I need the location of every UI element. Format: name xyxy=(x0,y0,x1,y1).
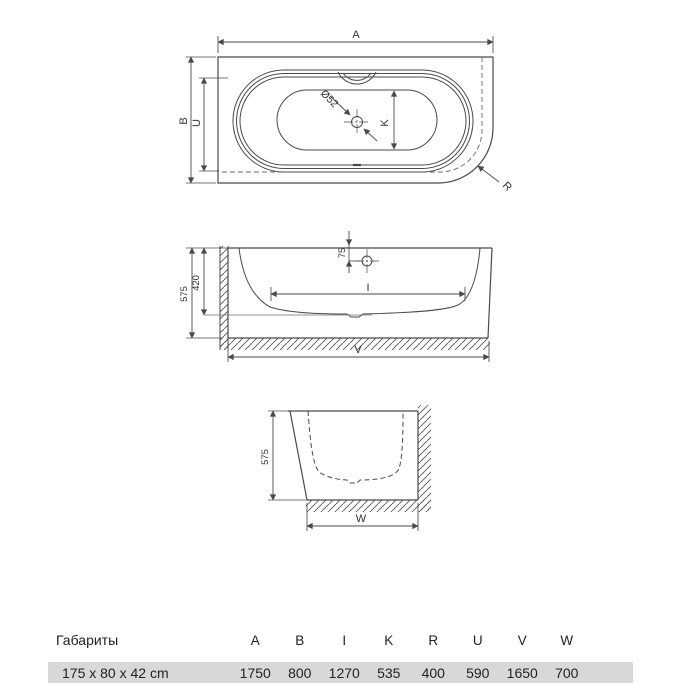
value-a: 1750 xyxy=(239,664,271,681)
side-basin-profile xyxy=(239,248,480,317)
value-v: 1650 xyxy=(506,664,538,681)
column-header-u: U xyxy=(472,632,483,648)
side-view xyxy=(179,231,492,362)
dim-a xyxy=(218,29,493,53)
value-u: 590 xyxy=(466,664,490,681)
rim-oval-mid xyxy=(237,74,470,169)
column-header-b: B xyxy=(295,632,305,648)
dim-w-label: W xyxy=(355,513,367,525)
side-tub-outline xyxy=(228,248,492,338)
dim-75-label: 75 xyxy=(337,247,348,259)
end-basin-hidden-profile xyxy=(308,411,403,483)
overflow-symbol xyxy=(355,249,379,273)
dim-75 xyxy=(337,231,360,273)
value-b: 800 xyxy=(288,664,312,681)
dim-420 xyxy=(191,248,204,315)
dim-u-label: U xyxy=(191,119,203,127)
drain-diameter-label: Ø52 xyxy=(317,87,341,111)
dim-k xyxy=(379,91,394,149)
drain-diameter-callout xyxy=(318,88,377,141)
value-i: 1270 xyxy=(328,664,360,681)
end-wall-hatch xyxy=(418,405,431,512)
size-label: 175 x 80 x 42 cm xyxy=(62,664,169,681)
column-header-w: W xyxy=(560,632,574,648)
end-tub-outline xyxy=(288,411,418,500)
end-floor-hatch xyxy=(306,500,431,512)
dim-u xyxy=(191,78,228,171)
value-w: 700 xyxy=(555,664,579,681)
column-header-v: V xyxy=(517,632,527,648)
value-k: 535 xyxy=(377,664,401,681)
value-r: 400 xyxy=(421,664,445,681)
table-header-row xyxy=(48,628,633,652)
dim-v-label: V xyxy=(354,344,362,356)
dim-575-end-label: 575 xyxy=(260,449,271,465)
column-header-k: K xyxy=(384,632,394,648)
dim-575-side-label: 575 xyxy=(179,286,190,302)
dim-a-label: A xyxy=(352,29,360,41)
wall-hatch xyxy=(220,246,228,350)
table-data-row xyxy=(48,662,633,683)
dim-575-end xyxy=(260,411,307,500)
dim-b-label: B xyxy=(178,117,190,125)
dimensions-table xyxy=(48,628,633,683)
dim-i xyxy=(271,282,465,301)
corner-radius-callout xyxy=(478,166,514,194)
column-header-r: R xyxy=(428,632,439,648)
dim-k-label: K xyxy=(379,119,391,127)
radius-label: R xyxy=(499,179,514,194)
dim-420-label: 420 xyxy=(191,275,202,291)
column-header-i: I xyxy=(342,632,347,648)
column-header-a: A xyxy=(250,632,260,648)
top-view xyxy=(178,29,514,194)
table-title: Габариты xyxy=(56,632,119,648)
end-view xyxy=(260,405,431,531)
dim-i-label: I xyxy=(366,282,370,294)
